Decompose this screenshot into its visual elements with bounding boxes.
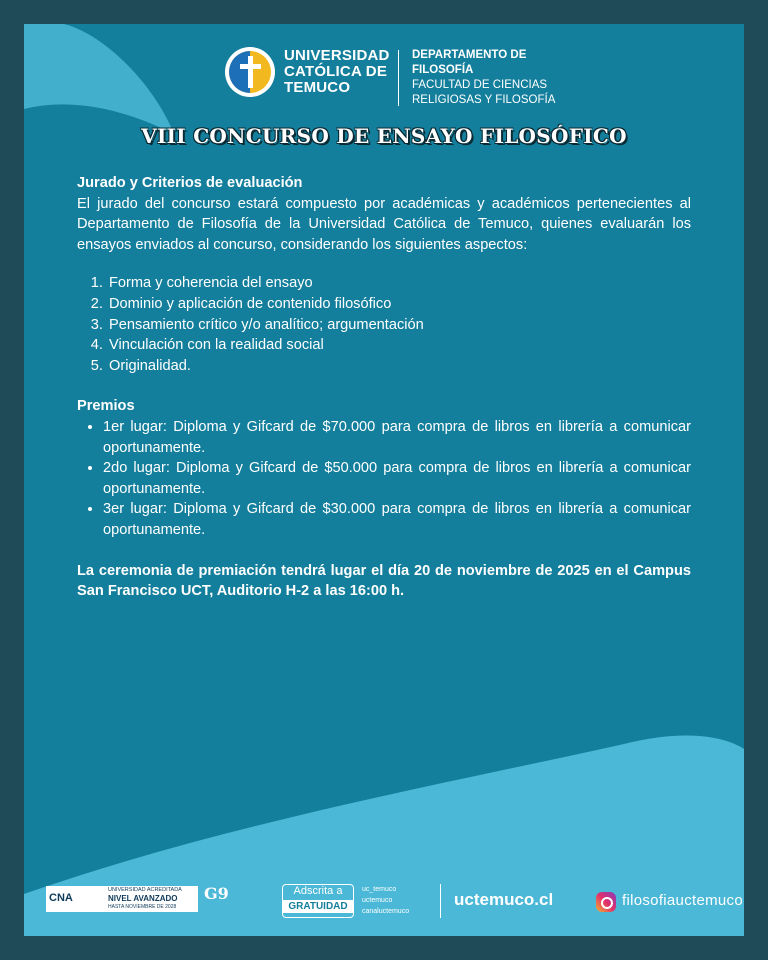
list-item: 3. Pensamiento crítico y/o analítico; argumentación xyxy=(107,315,691,336)
list-item: 1. Forma y coherencia del ensayo xyxy=(107,273,691,294)
prizes-list xyxy=(77,417,691,541)
list-item: • 2do lugar: Diploma y Gifcard de $50.000 para compra de libros en librería a comunicar oportunamente. xyxy=(103,458,691,499)
social-handle[interactable]: uc_temuco xyxy=(362,886,397,893)
website-link[interactable]: uctemuco.cl xyxy=(454,890,554,909)
instagram-icon[interactable] xyxy=(596,892,616,912)
criteria-list xyxy=(77,273,691,376)
instagram-handle[interactable]: filosofiauctemuco xyxy=(622,892,743,909)
footer xyxy=(46,882,743,922)
social-handle[interactable]: uctemuco xyxy=(362,897,393,904)
main-content xyxy=(77,173,691,602)
gratuidad-badge: Adscrita a GRATUIDAD xyxy=(282,884,354,918)
prizes-heading: Premios xyxy=(77,398,135,415)
footer-divider xyxy=(440,884,441,918)
department-block: DEPARTAMENTO DE FILOSOFÍA FACULTAD DE CIENCIAS RELIGIOSAS Y FILOSOFÍA xyxy=(412,49,556,106)
header-divider xyxy=(398,50,399,106)
page-title: VIII CONCURSO DE ENSAYO FILOSÓFICO xyxy=(141,124,627,148)
header xyxy=(224,46,624,116)
cna-accreditation-badge: CNA UNIVERSIDAD ACREDITADA NIVEL AVANZADO HASTA NOVIEMBRE DE 2028 xyxy=(46,886,198,912)
jury-paragraph: El jurado del concurso estará compuesto por académicas y académicos pertenecientes al Departamento de Filosofía de la Universidad Católica de Temuco, quienes evaluarán los ensayos enviados al concurso, considerando los siguientes aspectos: xyxy=(77,195,691,253)
university-name: UNIVERSIDAD CATÓLICA DE TEMUCO xyxy=(284,47,390,96)
jury-heading: Jurado y Criterios de evaluación xyxy=(77,175,303,191)
social-handles xyxy=(362,884,409,917)
ceremony-note: La ceremonia de premiación tendrá lugar el día 20 de noviembre de 2025 en el Campus San Francisco UCT, Auditorio H-2 a las 16:00 h. xyxy=(77,562,691,600)
social-handle[interactable]: canaluctemuco xyxy=(362,908,410,915)
list-item: • 3er lugar: Diploma y Gifcard de $30.000 para compra de libros en librería a comunicar oportunamente. xyxy=(103,499,691,540)
list-item: 5. Originalidad. xyxy=(107,356,691,377)
g9-logo: G9 xyxy=(204,884,229,903)
university-logo-icon xyxy=(224,46,276,98)
list-item: 2. Dominio y aplicación de contenido filosófico xyxy=(107,294,691,315)
poster-panel xyxy=(24,24,744,936)
list-item: • 1er lugar: Diploma y Gifcard de $70.000 para compra de libros en librería a comunicar oportunamente. xyxy=(103,417,691,458)
list-item: 4. Vinculación con la realidad social xyxy=(107,335,691,356)
